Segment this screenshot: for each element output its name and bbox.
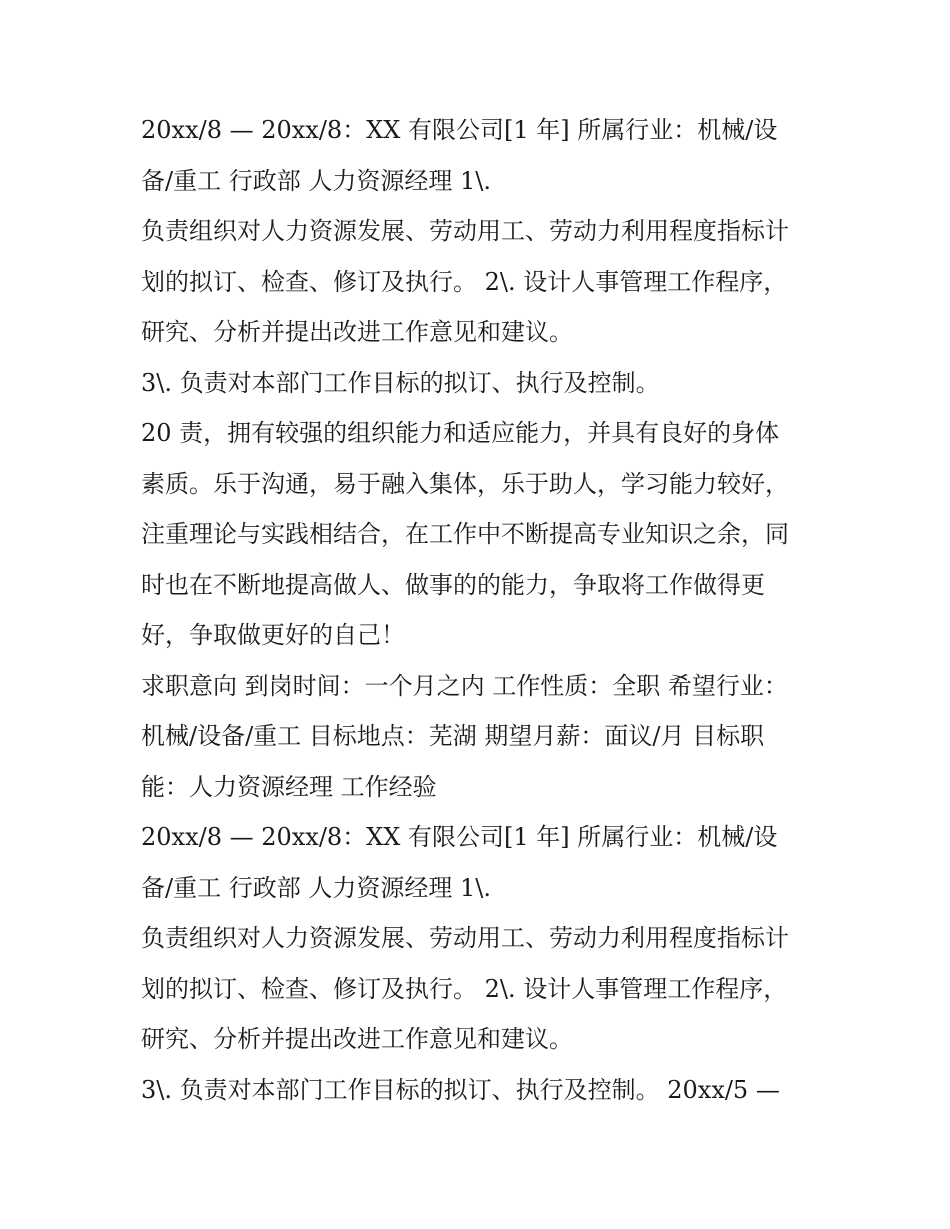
text-line: 20xx/8 — 20xx/8：XX 有限公司[1 年] 所属行业：机械/设 [141, 116, 778, 144]
text-line: 负责组织对人力资源发展、劳动用工、劳动力利用程度指标计 [141, 217, 789, 245]
text-line: 3\. 负责对本部门工作目标的拟订、执行及控制。 20xx/5 — [141, 1075, 780, 1104]
text-line: 时也在不断地提高做人、做事的的能力，争取将工作做得更 [141, 570, 765, 599]
text-line: 20 责，拥有较强的组织能力和适应能力，并具有良好的身体 [141, 419, 780, 447]
text-line: 划的拟订、检查、修订及执行。 2\. 设计人事管理工作程序， [141, 974, 788, 1003]
text-line: 研究、分析并提出改进工作意见和建议。 [141, 1025, 573, 1053]
text-line: 划的拟订、检查、修订及执行。 2\. 设计人事管理工作程序， [141, 267, 788, 296]
text-line: 备/重工 行政部 人力资源经理 1\. [141, 873, 491, 902]
text-line: 研究、分析并提出改进工作意见和建议。 [141, 318, 573, 346]
text-line: 20xx/8 — 20xx/8：XX 有限公司[1 年] 所属行业：机械/设 [141, 823, 778, 851]
text-line: 求职意向 到岗时间：一个月之内 工作性质：全职 希望行业： [141, 671, 788, 700]
text-line: 备/重工 行政部 人力资源经理 1\. [141, 166, 491, 195]
text-line: 3\. 负责对本部门工作目标的拟订、执行及控制。 [141, 368, 660, 397]
text-line: 素质。乐于沟通，易于融入集体，乐于助人，学习能力较好， [141, 469, 789, 498]
document-body [141, 105, 831, 1115]
text-line: 注重理论与实践相结合，在工作中不断提高专业知识之余，同 [141, 520, 789, 548]
text-line: 能：人力资源经理 工作经验 [141, 772, 437, 801]
text-line: 好，争取做更好的自己！ [141, 621, 405, 649]
text-line: 负责组织对人力资源发展、劳动用工、劳动力利用程度指标计 [141, 924, 789, 952]
text-line: 机械/设备/重工 目标地点：芜湖 期望月薪：面议/月 目标职 [141, 722, 765, 750]
